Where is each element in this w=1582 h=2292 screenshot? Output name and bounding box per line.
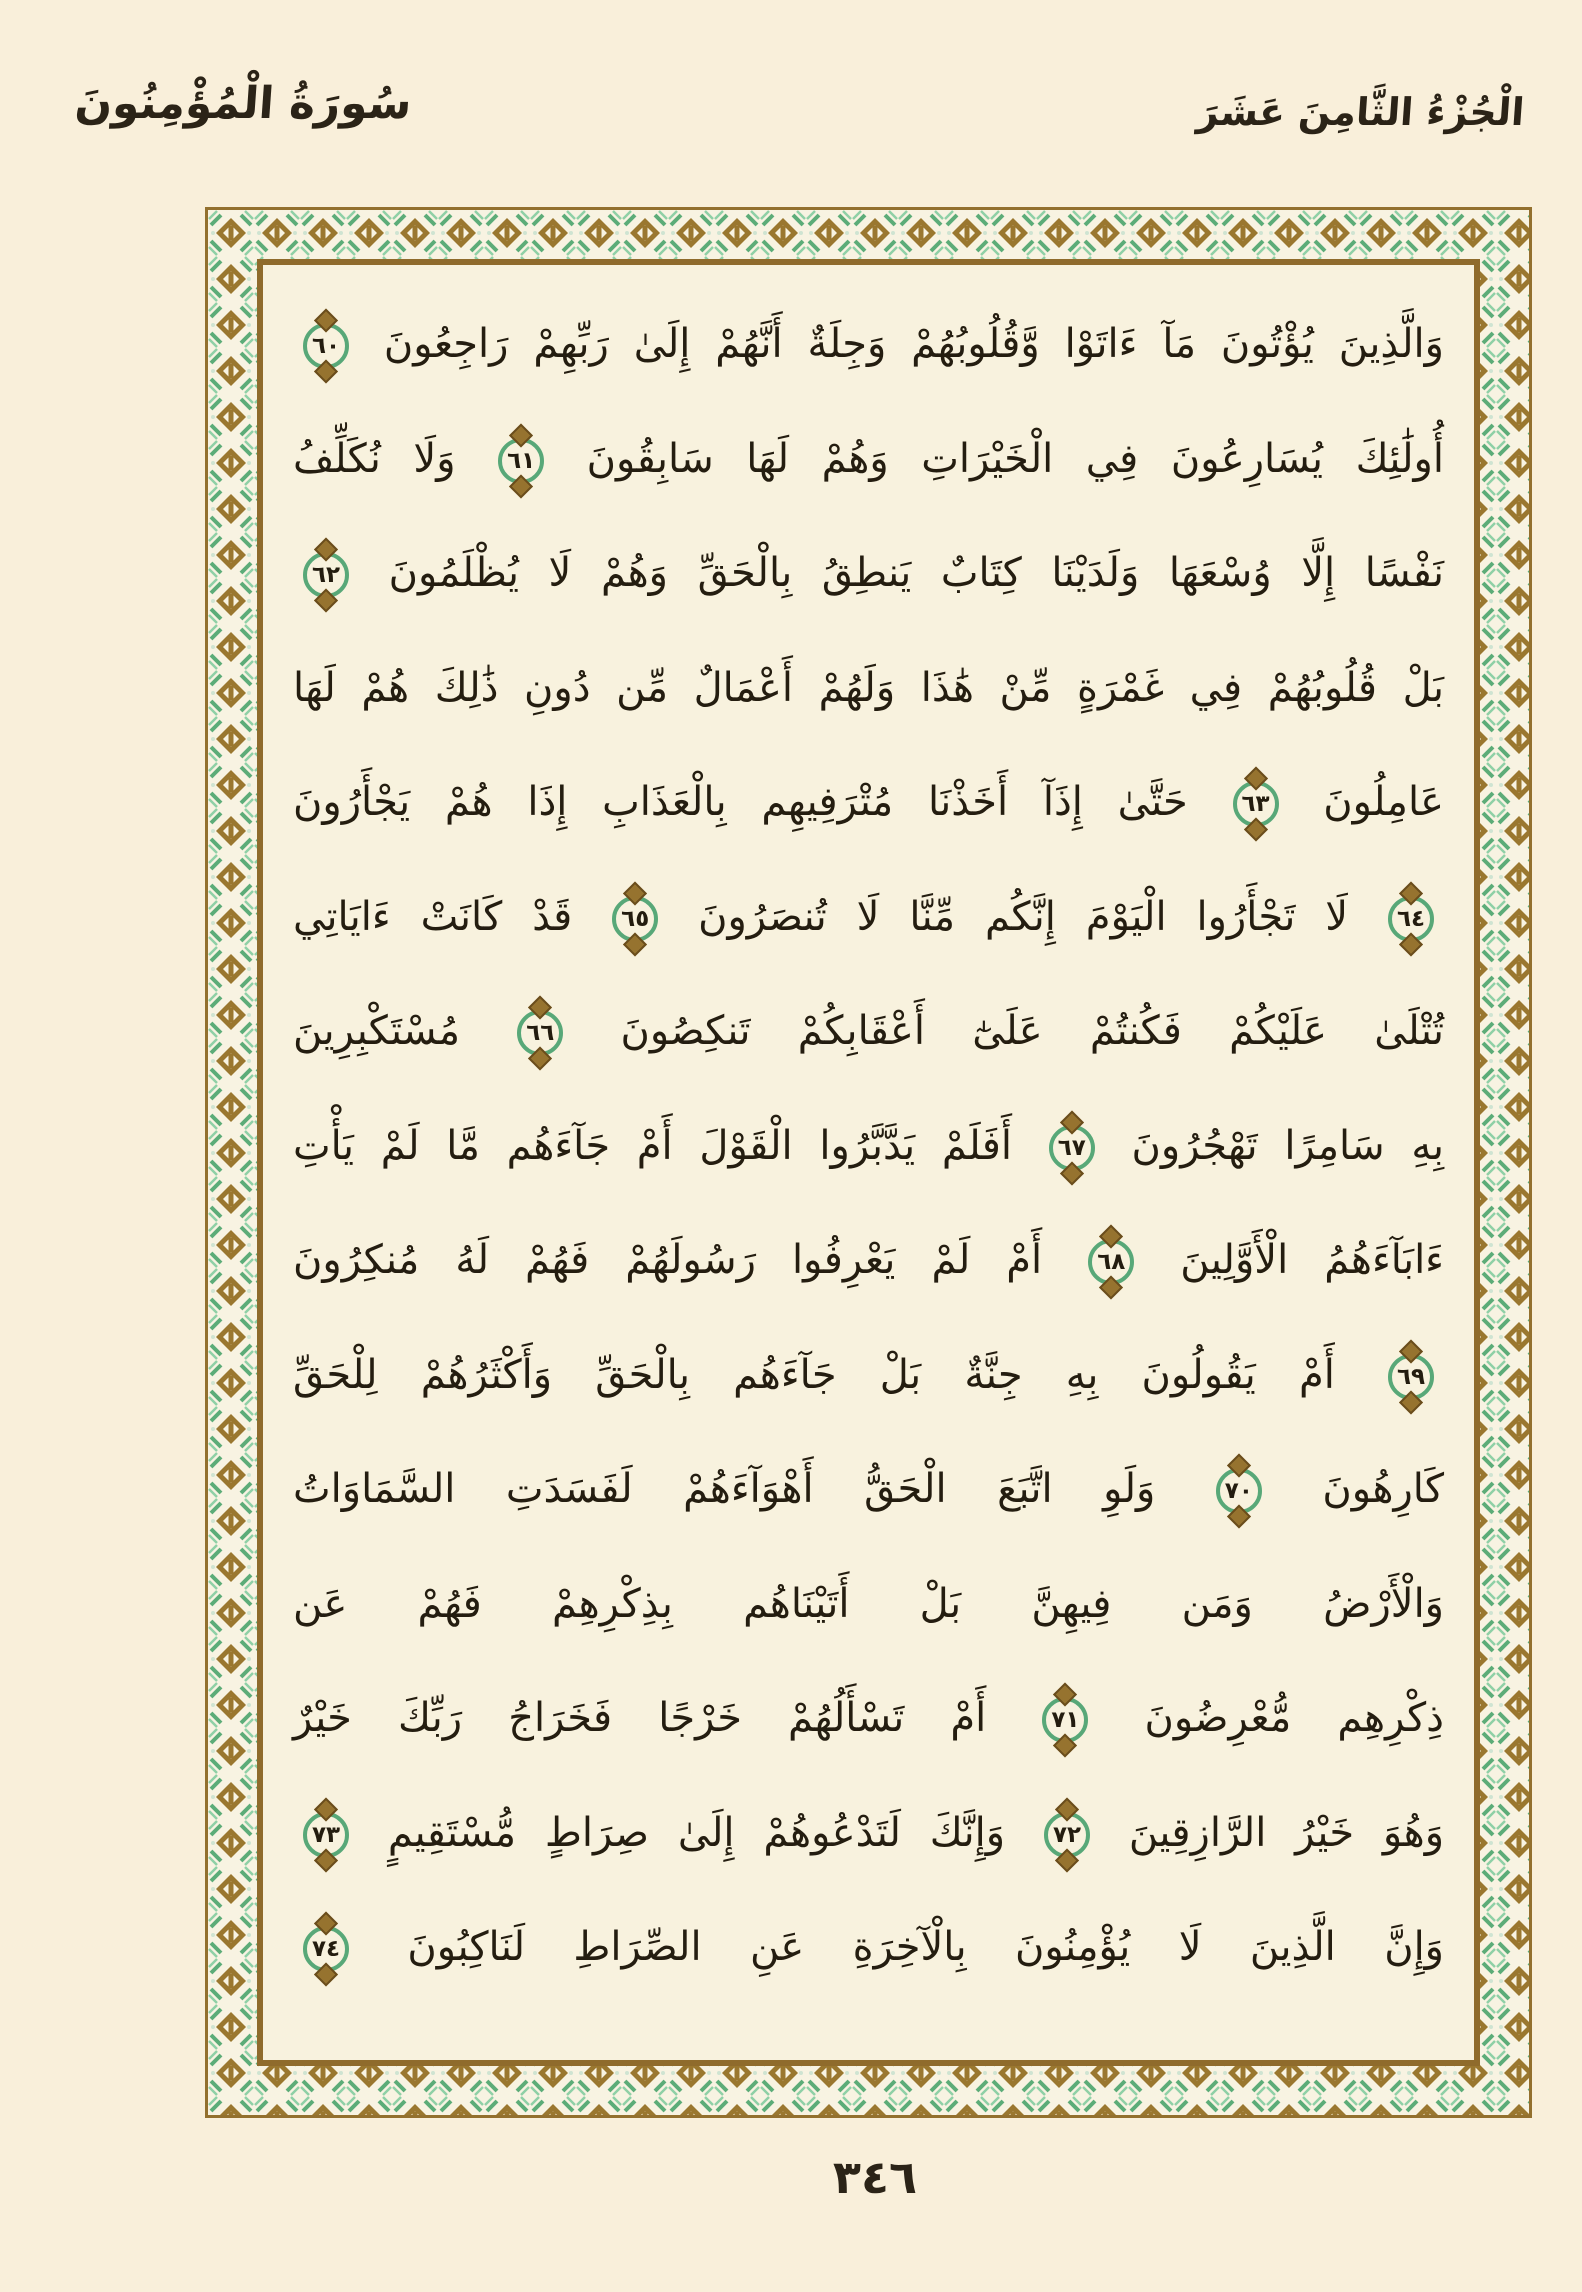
quran-line (293, 402, 1444, 517)
verse-number-medallion: ٧١ (1042, 1697, 1088, 1743)
verse-text: أَمْ يَقُولُونَ بِهِ جِنَّةٌ بَلْ جَآءَهُم بِالْحَقِّ وَأَكْثَرُهُمْ لِلْحَقِّ (293, 1351, 1335, 1398)
verse-number-medallion: ٧٣ (303, 1812, 349, 1858)
verse-number-medallion: ٦٢ (303, 552, 349, 598)
verse-text: وَهُوَ خَيْرُ الرَّازِقِينَ (1128, 1809, 1445, 1856)
verse-text: عَامِلُونَ (1323, 779, 1444, 825)
verse-text: مُسْتَكْبِرِينَ (293, 1008, 460, 1054)
verse-number-medallion: ٦٨ (1088, 1239, 1134, 1285)
verse-text: بَلْ قُلُوبُهُمْ فِي غَمْرَةٍ مِّنْ هَٰذَا وَلَهُمْ أَعْمَالٌ مِّن دُونِ ذَٰلِكَ هُمْ لَهَا (293, 664, 1444, 711)
verse-number-medallion: ٦٣ (1233, 781, 1279, 827)
verse-number-medallion: ٧٢ (1044, 1812, 1090, 1858)
quran-line (293, 745, 1444, 860)
verse-text: أُولَٰئِكَ يُسَارِعُونَ فِي الْخَيْرَاتِ وَهُمْ لَهَا سَابِقُونَ (586, 435, 1444, 482)
verse-text: وَإِنَّكَ لَتَدْعُوهُمْ إِلَىٰ صِرَاطٍ مُّسْتَقِيمٍ (387, 1809, 1006, 1856)
quran-line (293, 1661, 1444, 1776)
verse-text: وَإِنَّ الَّذِينَ لَا يُؤْمِنُونَ بِالْآخِرَةِ عَنِ الصِّرَاطِ لَنَاكِبُونَ (407, 1924, 1445, 1970)
verse-text: وَلَوِ اتَّبَعَ الْحَقُّ أَهْوَآءَهُمْ لَفَسَدَتِ السَّمَاوَاتُ (293, 1466, 1156, 1512)
verse-number-medallion: ٦٤ (1388, 896, 1434, 942)
verse-text: نَفْسًا إِلَّا وُسْعَهَا وَلَدَيْنَا كِتَابٌ يَنطِقُ بِالْحَقِّ وَهُمْ لَا يُظْلَمُونَ (388, 550, 1444, 596)
verse-text: أَمْ لَمْ يَعْرِفُوا رَسُولَهُمْ فَهُمْ لَهُ مُنكِرُونَ (293, 1237, 1043, 1283)
verse-number-medallion: ٧٤ (303, 1926, 349, 1972)
quran-line (293, 860, 1444, 975)
quran-line (293, 287, 1444, 402)
decorative-frame (205, 207, 1532, 2118)
verse-text: كَارِهُونَ (1322, 1466, 1445, 1512)
verse-text: أَمْ تَسْأَلُهُمْ خَرْجًا فَخَرَاجُ رَبِّكَ خَيْرٌ (293, 1695, 987, 1741)
verse-text: وَلَا نُكَلِّفُ (293, 435, 456, 482)
quran-line (293, 974, 1444, 1089)
quran-line (293, 1776, 1444, 1891)
juz-title: الْجُزْءُ الثَّامِنَ عَشَرَ (1195, 90, 1526, 134)
surah-title: سُورَةُ الْمُؤْمِنُونَ (73, 78, 414, 129)
verse-text: وَالَّذِينَ يُؤْتُونَ مَآ ءَاتَوْا وَّقُلُوبُهُمْ وَجِلَةٌ أَنَّهُمْ إِلَىٰ رَبِّهِمْ رَاجِعُونَ (383, 321, 1444, 367)
verse-text: حَتَّىٰ إِذَآ أَخَذْنَا مُتْرَفِيهِم بِالْعَذَابِ إِذَا هُمْ يَجْأَرُونَ (293, 779, 1188, 825)
verse-text: ذِكْرِهِم مُّعْرِضُونَ (1144, 1695, 1444, 1741)
quran-line (293, 1089, 1444, 1204)
verse-text: لَا تَجْأَرُوا الْيَوْمَ إِنَّكُم مِّنَّا لَا تُنصَرُونَ (698, 893, 1349, 940)
verse-text: وَالْأَرْضُ وَمَن فِيهِنَّ بَلْ أَتَيْنَاهُم بِذِكْرِهِمْ فَهُمْ عَن (293, 1580, 1444, 1627)
verse-text: تُتْلَىٰ عَلَيْكُمْ فَكُنتُمْ عَلَىٰٓ أَعْقَابِكُمْ تَنكِصُونَ (620, 1008, 1444, 1054)
verse-number-medallion: ٦٥ (612, 896, 658, 942)
text-panel (257, 259, 1480, 2066)
verse-number-medallion: ٦٦ (517, 1010, 563, 1056)
verse-number-medallion: ٧٠ (1216, 1468, 1262, 1514)
verse-number-medallion: ٦٠ (303, 323, 349, 369)
verse-number-medallion: ٦٩ (1388, 1354, 1434, 1400)
verse-number-medallion: ٦٧ (1049, 1125, 1095, 1171)
quran-line (293, 1547, 1444, 1662)
quran-line (293, 631, 1444, 746)
verse-text: قَدْ كَانَتْ ءَايَاتِي (293, 893, 573, 940)
quran-line (293, 1203, 1444, 1318)
page-number: ٣٤٦ (832, 2150, 918, 2204)
quran-line (293, 1318, 1444, 1433)
verse-text: أَفَلَمْ يَدَّبَّرُوا الْقَوْلَ أَمْ جَآءَهُم مَّا لَمْ يَأْتِ (293, 1122, 1012, 1169)
quran-line (293, 1432, 1444, 1547)
verse-number-medallion: ٦١ (498, 438, 544, 484)
quran-text-block (293, 287, 1444, 2038)
verse-text: ءَابَآءَهُمُ الْأَوَّلِينَ (1180, 1237, 1444, 1283)
verse-text: بِهِ سَامِرًا تَهْجُرُونَ (1131, 1122, 1445, 1169)
quran-line (293, 1890, 1444, 2005)
quran-line (293, 516, 1444, 631)
